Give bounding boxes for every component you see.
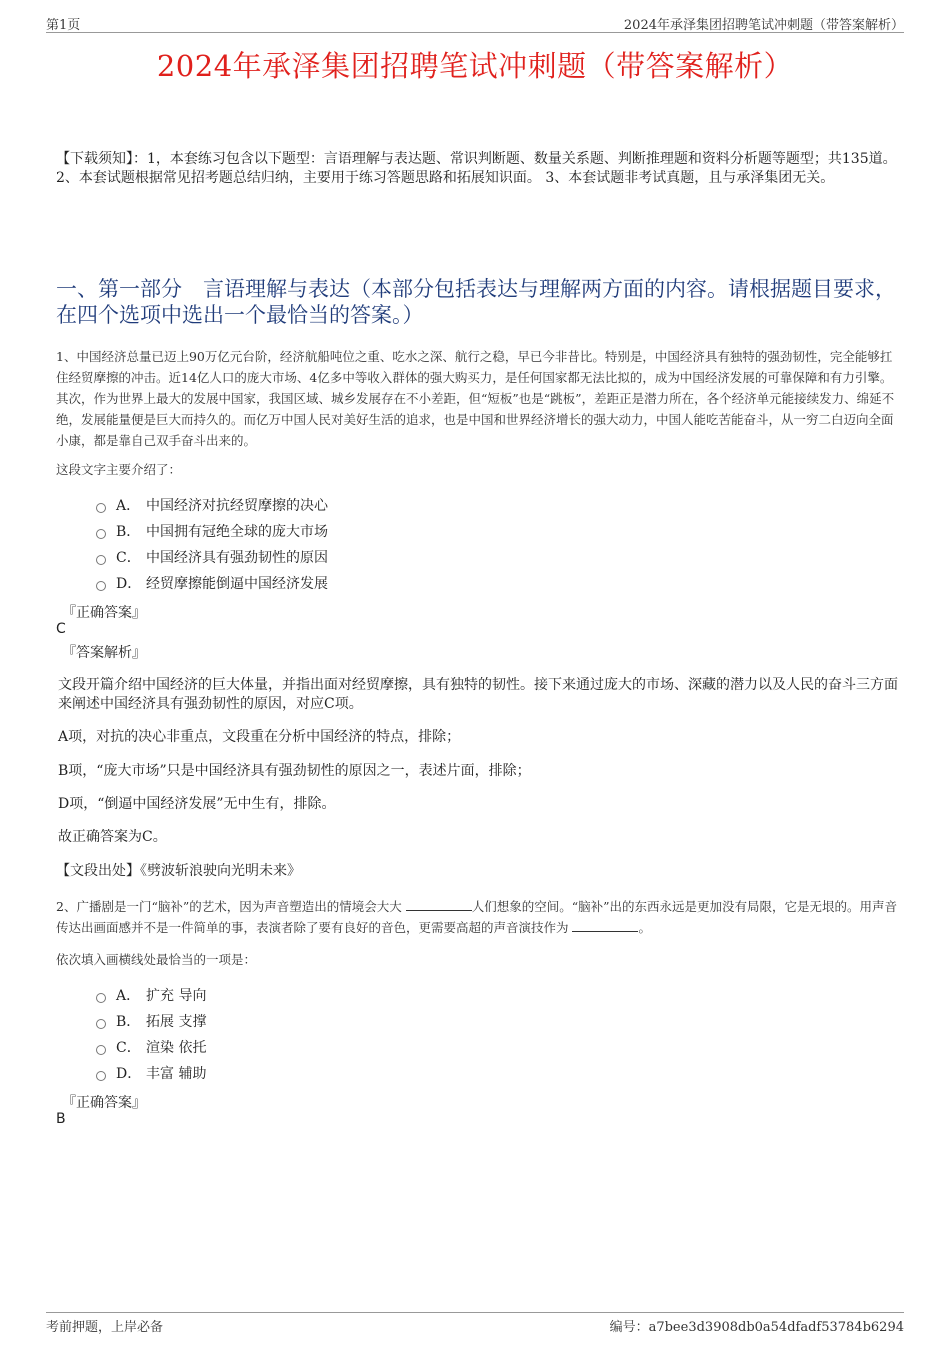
radio-icon[interactable] [96, 993, 106, 1003]
footer-slogan: 考前押题，上岸必备 [46, 1320, 164, 1335]
correct-answer: C [56, 621, 66, 637]
analysis-paragraph: A项，对抗的决心非重点，文段重在分析中国经济的特点，排除； [58, 729, 461, 745]
fill-blank [572, 919, 638, 932]
analysis-label: 『答案解析』 [62, 645, 146, 661]
question-2-options [96, 983, 206, 1087]
radio-icon[interactable] [96, 1019, 106, 1029]
radio-icon[interactable] [96, 503, 106, 513]
question-1-prompt: 这段文字主要介绍了： [56, 462, 182, 477]
analysis-paragraph: 文段开篇介绍中国经济的巨大体量，并指出面对经贸摩擦，具有独特的韧性。接下来通过庞大的市场、深藏的潜力以及人民的奋斗三方面来阐述中国经济具有强劲韧性的原因，对应C项。 [58, 677, 898, 712]
option-a[interactable]: A． 中国经济对抗经贸摩擦的决心 [96, 493, 328, 519]
question-1-text: 1、中国经济总量已迈上90万亿元台阶，经济航船吨位之重、吃水之深、航行之稳，早已今非昔比。特别是，中国经济具有独特的强劲韧性，完全能够扛住经贸摩擦的冲击。近14亿人口的庞大市场、4亿多中等收入群体的强大购买力，是任何国家都无法比拟的，成为中国经济发展的可靠保障和有力引擎。其次，作为世界上最大的发展中国家，我国区域、城乡发展存在不小差距，但“短板”也是“跳板”，差距正是潜力所在，各个经济单元能接续发力、绵延不绝，发展能量便是巨大而持久的。而亿万中国人民对美好生活的追求，也是中国和世界经济增长的强大动力，中国人能吃苦能奋斗，从一穷二白迈向全面小康，都是靠自己双手奋斗出来的。 [56, 349, 895, 448]
page-number: 第1页 [46, 18, 81, 33]
fill-blank [406, 898, 472, 911]
option-c[interactable]: C． 中国经济具有强劲韧性的原因 [96, 545, 328, 571]
page-header [46, 14, 904, 33]
option-d[interactable]: D． 经贸摩擦能倒逼中国经济发展 [96, 571, 328, 597]
question-2-prompt: 依次填入画横线处最恰当的一项是： [56, 952, 257, 967]
option-a[interactable]: A． 扩充 导向 [96, 983, 206, 1009]
analysis-paragraph: B项，“庞大市场”只是中国经济具有强劲韧性的原因之一，表述片面，排除； [58, 763, 531, 779]
download-notice: 【下载须知】：1，本套练习包含以下题型：言语理解与表达题、常识判断题、数量关系题、判断推理题和资料分析题等题型；共135道。 2、本套试题根据常见招考题总结归纳，主要用于练习答题思路和拓展知识面。 3、本套试题非考试真题，且与承泽集团无关。 [56, 151, 897, 186]
header-doc-title: 2024年承泽集团招聘笔试冲刺题（带答案解析） [623, 18, 904, 33]
analysis-paragraph: 故正确答案为C。 [58, 829, 167, 845]
document-title: 2024年承泽集团招聘笔试冲刺题（带答案解析） [156, 49, 794, 83]
question-2-text: 2、广播剧是一门“脑补”的艺术，因为声音塑造出的情境会大大 人们想象的空间。“脑补”出的东西永远是更加没有局限，它是无垠的。用声音传达出画面感并不是一件简单的事，表演者除了要有良好的音色，更需要高超的声音演技作为 。 [56, 899, 898, 935]
radio-icon[interactable] [96, 529, 106, 539]
footer-doc-id: 编号：a7bee3d3908db0a54dfadf53784b6294 [609, 1320, 904, 1335]
option-b[interactable]: B． 拓展 支撑 [96, 1009, 206, 1035]
option-d[interactable]: D． 丰富 辅助 [96, 1061, 206, 1087]
question-1-options [96, 493, 328, 597]
radio-icon[interactable] [96, 1071, 106, 1081]
option-b[interactable]: B． 中国拥有冠绝全球的庞大市场 [96, 519, 328, 545]
analysis-paragraph: D项，“倒逼中国经济发展”无中生有，排除。 [58, 796, 336, 812]
option-c[interactable]: C． 渲染 依托 [96, 1035, 206, 1061]
correct-answer-label: 『正确答案』 [62, 1095, 146, 1111]
source-citation: 【文段出处】《劈波斩浪驶向光明未来》 [56, 863, 301, 879]
correct-answer: B [56, 1111, 66, 1127]
radio-icon[interactable] [96, 555, 106, 565]
radio-icon[interactable] [96, 581, 106, 591]
correct-answer-label: 『正确答案』 [62, 605, 146, 621]
section-title: 一、第一部分 言语理解与表达（本部分包括表达与理解两方面的内容。请根据题目要求，在四个选项中选出一个最恰当的答案。） [56, 277, 896, 327]
radio-icon[interactable] [96, 1045, 106, 1055]
page-footer [46, 1312, 904, 1333]
